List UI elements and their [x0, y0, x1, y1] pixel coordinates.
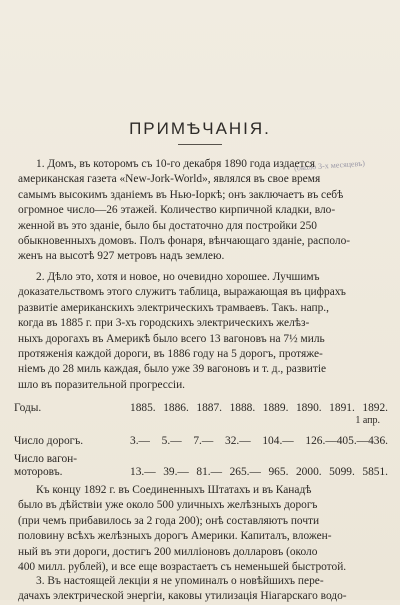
text-line: Къ концу 1892 г. въ Соединенныхъ Штатахъ и въ Канадѣ [36, 484, 312, 496]
text-line: доказательствомъ этого служитъ таблица, выражающая въ цифрахъ [18, 286, 346, 299]
cars-values: 13.— 39.— 81.— 265.— 965. 2000. 5099. 5851. [130, 466, 388, 478]
cars-label-line2: моторовъ. [14, 466, 63, 478]
text-line: протяженія каждой дороги, въ 1886 году на 5 дорогъ, протяже- [18, 348, 323, 361]
text-line: женной въ это зданіе, было бы достаточно для постройки 250 [18, 219, 317, 232]
text-line: когда въ 1885 г. при 3-хъ городскихъ электрическихъ желѣз- [18, 317, 310, 330]
text-line: 1. Домъ, въ которомъ съ 10-го декабря 1890 года издается [36, 158, 315, 170]
note-1 [18, 157, 384, 265]
table-row-april [14, 415, 388, 427]
cars-label-line1: Число вагон- [14, 453, 78, 465]
table-row-cars-label [14, 453, 388, 467]
note-2-continued [18, 483, 384, 575]
text-line: огромное число—26 этажей. Количество кирпичной кладки, вло- [18, 204, 336, 217]
text-line: развитіе американскихъ электрическихъ трамваевъ. Такъ. напр., [18, 301, 329, 314]
text-line: дачахъ электрической энергіи, каковы утилизація Ніагарскаго водо- [18, 590, 347, 603]
april-note: 1 апр. [355, 415, 380, 426]
section-heading: ПРИМѢЧАНІЯ. [129, 119, 271, 138]
text-line: ніемъ до 28 миль каждая, было уже 39 вагоновъ и т. д., развитіе [18, 363, 327, 376]
text-line: половину всѣхъ желѣзныхъ дорогъ Америки. Капиталъ, вложен- [18, 530, 332, 543]
text-line: (при чемъ прибавилось за 2 года 200); онѣ составляютъ почти [18, 514, 320, 527]
table-row-roads [14, 435, 388, 449]
table-row-cars [14, 466, 388, 480]
text-line: ный въ эти дороги, достигъ 200 милліоновъ долларовъ (около [18, 545, 318, 558]
roads-label: Число дорогъ. [14, 435, 84, 447]
text-line: американская газета «New-Jork-World», являлся въ свое время [18, 173, 321, 186]
text-line: обыкновенныхъ домовъ. Полъ фонаря, вѣнчающаго зданіе, располо- [18, 235, 351, 248]
note-3 [18, 574, 384, 605]
roads-values: 3.— 5.— 7.— 32.— 104.— 126.—405.—436. [130, 435, 388, 447]
margin-pencil-note: (около 3-х месяцевъ) [293, 158, 366, 173]
note-2 [18, 270, 384, 393]
heading-rule [178, 144, 222, 145]
years-label: Годы. [14, 402, 42, 414]
text-line: шло въ поразительной прогрессіи. [18, 378, 186, 391]
text-line: ныхъ дорогахъ въ Америкѣ было всего 13 вагоновъ на 7½ миль [18, 332, 325, 345]
text-line: было въ дѣйствіи уже около 500 уличныхъ желѣзныхъ дорогъ [18, 499, 318, 512]
years-values: 1885. 1886. 1887. 1888. 1889. 1890. 1891. 1892. [130, 402, 388, 414]
text-line: 3. Въ настоящей лекціи я не упоминалъ о новѣйшихъ пере- [36, 575, 324, 587]
text-line: 400 милл. рублей), и все еще возрастаетъ съ неменьшей быстротой. [18, 561, 347, 574]
text-line: самымъ высокимъ зданіемъ въ Нью-Іоркѣ; онъ заключаетъ въ себѣ [18, 188, 344, 201]
text-line: 2. Дѣло это, хотя и новое, но очевидно хорошее. Лучшимъ [36, 271, 320, 283]
text-line: женъ на высотѣ 927 метровъ надъ землею. [18, 250, 225, 263]
table-row-years [14, 402, 388, 416]
